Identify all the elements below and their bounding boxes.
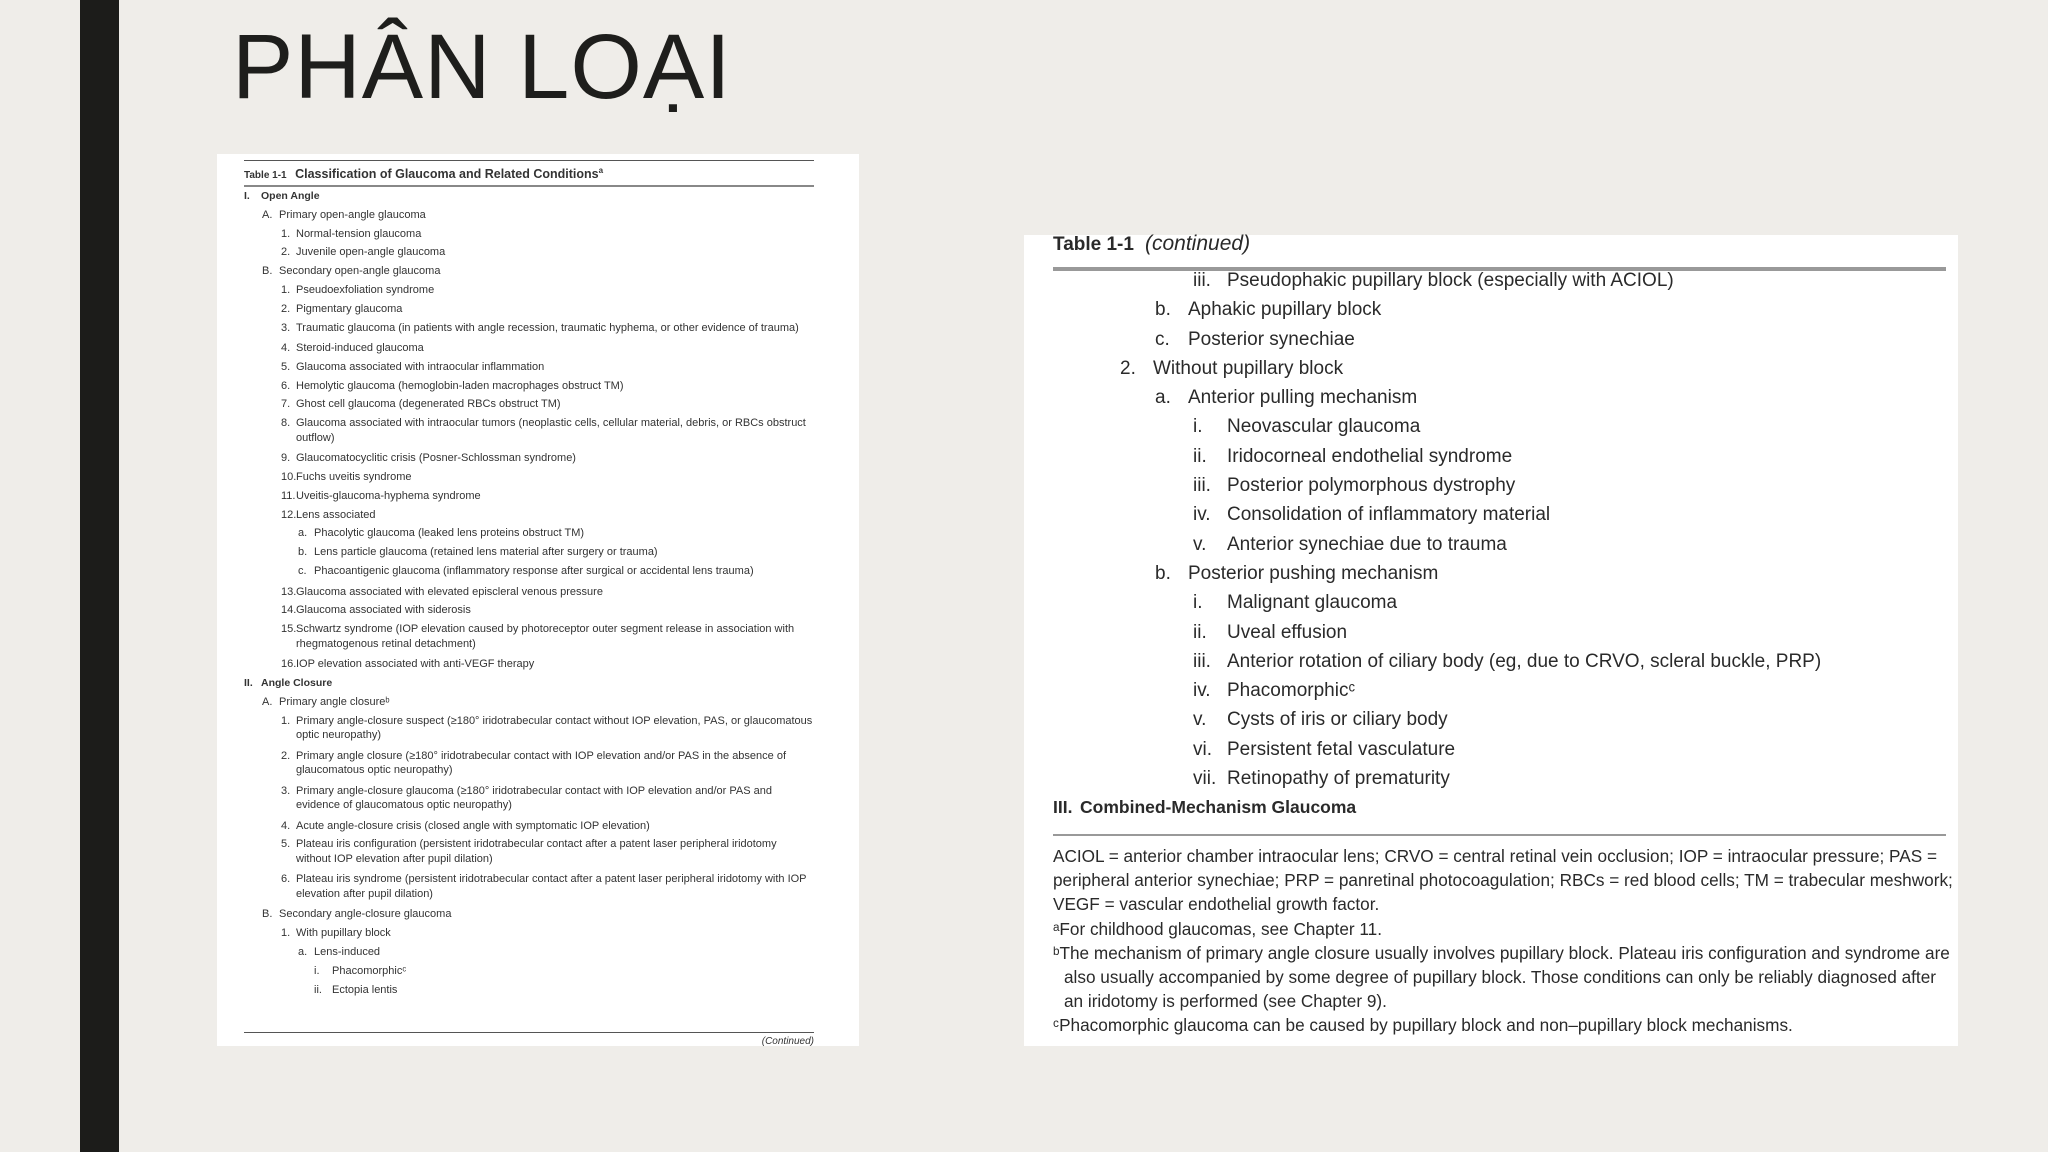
row-marker: 12.	[281, 508, 297, 521]
row-text: Acute angle-closure crisis (closed angle with symptomatic IOP elevation)	[296, 819, 650, 832]
row-text: Posterior pushing mechanism	[1188, 562, 1439, 584]
table-left-number: Table 1-1	[244, 170, 287, 182]
table-right-continued-label: (continued)	[1145, 232, 1251, 255]
row-marker: a.	[1155, 387, 1171, 409]
row-text: Glaucoma associated with intraocular inflammation	[296, 360, 545, 373]
row-text: Posterior synechiae	[1188, 328, 1355, 350]
row-marker: 3.	[281, 784, 291, 797]
table-row	[244, 543, 814, 562]
table-row	[1053, 676, 1946, 705]
row-text: Consolidation of inflammatory material	[1227, 504, 1551, 526]
row-text: Anterior rotation of ciliary body (eg, due to CRVO, scleral buckle, PRP)	[1227, 650, 1822, 672]
row-text: Uveitis-glaucoma-hyphema syndrome	[296, 489, 481, 502]
table-row	[244, 524, 814, 543]
row-text: Phacomorphicᶜ	[332, 964, 407, 977]
row-text: Glaucoma associated with intraocular tumors (neoplastic cells, cellular material, debris, or RBCs obstruct outflow)	[296, 417, 806, 444]
row-marker: 13.	[281, 585, 297, 598]
row-text: Phacolytic glaucoma (leaked lens proteins obstruct TM)	[314, 527, 585, 540]
table-row	[1053, 295, 1946, 324]
row-text: Primary angle-closure suspect (≥180° iridotrabecular contact without IOP elevation, PAS, or glaucomatous optic neuropathy)	[296, 714, 813, 742]
row-marker: 5.	[281, 360, 291, 373]
row-text: Plateau iris syndrome (persistent iridotrabecular contact after a patent laser peripheral iridotomy with IOP elevation after pupil dilation)	[296, 873, 807, 900]
row-text: Secondary angle-closure glaucoma	[279, 908, 452, 921]
table-left-bottom-rule	[244, 1032, 814, 1033]
table-row	[244, 905, 814, 924]
row-marker: iii.	[1193, 650, 1211, 672]
row-text: Aphakic pupillary block	[1188, 299, 1382, 321]
table-page-left	[217, 154, 859, 1046]
table-row	[244, 300, 814, 319]
row-text: Normal-tension glaucoma	[296, 227, 422, 240]
row-text: Glaucoma associated with siderosis	[296, 604, 471, 617]
footnote: ACIOL = anterior chamber intraocular lens; CRVO = central retinal vein occlusion; IOP = intraocular pressure; PAS = peripheral anterior synechiae; PRP = panretinal photocoagulation; RBCs = red blood cells; TM = trabecular meshwork; VEGF = vascular endothelial growth factor.	[1053, 846, 1953, 915]
row-text: Pseudophakic pupillary block (especially with ACIOL)	[1227, 270, 1674, 291]
row-marker: II.	[244, 676, 253, 689]
row-marker: c.	[1155, 328, 1170, 350]
row-text: Hemolytic glaucoma (hemoglobin-laden macrophages obstruct TM)	[296, 379, 624, 392]
row-text: Primary angle closureᵇ	[279, 695, 390, 708]
row-text: Anterior pulling mechanism	[1188, 387, 1418, 409]
table-row	[1053, 266, 1946, 295]
row-text: Glaucoma associated with elevated episcleral venous pressure	[296, 585, 603, 598]
table-row	[244, 281, 814, 300]
table-row	[244, 747, 814, 782]
footnote: ᵇThe mechanism of primary angle closure usually involves pupillary block. Plateau iris configuration and syndrome are also usually accompanied by some degree of pupillary block. Those conditions can only be reliably diagnosed after an iridotomy is performed (see Chapter 9).	[1053, 942, 1950, 1012]
row-text: Without pupillary block	[1153, 357, 1344, 379]
table-row	[244, 655, 814, 674]
row-marker: ii.	[314, 983, 322, 996]
table-row	[1053, 442, 1946, 471]
row-text: Angle Closure	[261, 676, 333, 689]
row-marker: 11.	[281, 489, 296, 502]
row-marker: 1.	[281, 714, 291, 727]
row-marker: 4.	[281, 342, 291, 355]
row-marker: v.	[1193, 709, 1207, 731]
row-marker: 2.	[281, 246, 291, 259]
row-marker: 5.	[281, 838, 291, 851]
table-row	[244, 870, 814, 905]
row-text: Lens-induced	[314, 945, 381, 958]
row-text: Ghost cell glaucoma (degenerated RBCs obstruct TM)	[296, 398, 561, 411]
table-row	[244, 449, 814, 468]
row-marker: iii.	[1193, 270, 1211, 291]
row-marker: 7.	[281, 398, 291, 411]
table-left-rows	[244, 187, 814, 999]
table-row	[244, 377, 814, 396]
table-row	[244, 487, 814, 506]
row-marker: A.	[262, 208, 273, 221]
footnote: ᶜPhacomorphic glaucoma can be caused by pupillary block and non–pupillary block mechanisms.	[1053, 1015, 1793, 1036]
table-left-continued: (Continued)	[761, 1036, 814, 1047]
row-marker: 1.	[281, 927, 291, 940]
row-marker: 9.	[281, 452, 291, 465]
row-marker: I.	[244, 190, 250, 202]
row-marker: b.	[1155, 562, 1171, 584]
table-row	[244, 693, 814, 712]
row-text: Pigmentary glaucoma	[296, 302, 403, 315]
table-row	[1053, 530, 1946, 559]
row-text: Persistent fetal vasculature	[1227, 738, 1456, 760]
row-text: Open Angle	[261, 190, 320, 202]
table-row	[244, 712, 814, 747]
row-marker: a.	[298, 945, 308, 958]
table-row	[1053, 559, 1946, 588]
row-marker: iii.	[1193, 475, 1211, 497]
table-row	[244, 981, 814, 1000]
table-page-right	[1024, 232, 1958, 1046]
table-left-header	[244, 160, 814, 187]
row-marker: A.	[262, 695, 273, 708]
slide-accent-bar	[80, 0, 119, 1152]
row-marker: 15.	[281, 623, 297, 636]
row-text: Retinopathy of prematurity	[1227, 768, 1450, 790]
row-text: Plateau iris configuration (persistent iridotrabecular contact after a patent laser peripheral iridotomy without IOP elevation after pupil dilation)	[296, 838, 777, 865]
row-text: Pseudoexfoliation syndrome	[296, 283, 435, 296]
row-marker: 2.	[281, 302, 291, 315]
row-marker: i.	[1193, 592, 1203, 614]
row-marker: 4.	[281, 819, 291, 832]
table-row	[1053, 383, 1946, 412]
row-marker: ii.	[1193, 445, 1207, 467]
row-marker: i.	[1193, 416, 1203, 438]
row-marker: 2.	[1120, 357, 1136, 379]
row-text: Steroid-induced glaucoma	[296, 342, 424, 355]
row-text: Ectopia lentis	[332, 983, 398, 996]
row-text: Primary angle-closure glaucoma (≥180° iridotrabecular contact with IOP elevation and/or PAS and evidence of glaucomatous optic neuropathy)	[296, 784, 772, 812]
row-marker: b.	[1155, 299, 1171, 321]
table-row	[1053, 705, 1946, 734]
row-text: Primary open-angle glaucoma	[279, 208, 426, 221]
table-row	[244, 782, 814, 817]
table-right-footnotes	[1053, 844, 1958, 1038]
row-text: Glaucomatocyclitic crisis (Posner-Schlossman syndrome)	[296, 452, 576, 465]
table-row	[1053, 325, 1946, 354]
table-row	[244, 395, 814, 414]
row-marker: a.	[298, 527, 308, 540]
footnote: ᵃFor childhood glaucomas, see Chapter 11.	[1053, 918, 1383, 939]
table-row	[244, 943, 814, 962]
table-row	[244, 601, 814, 620]
table-row	[1053, 735, 1946, 764]
table-row	[1053, 764, 1946, 793]
table-row	[244, 924, 814, 943]
table-right-rule	[1053, 834, 1946, 836]
row-text: Malignant glaucoma	[1227, 592, 1398, 614]
row-text: Cysts of iris or ciliary body	[1227, 709, 1448, 731]
table-row	[244, 506, 814, 525]
row-text: Traumatic glaucoma (in patients with angle recession, traumatic hyphema, or other evidence of trauma)	[296, 321, 799, 334]
row-text: Neovascular glaucoma	[1227, 416, 1421, 438]
table-row	[1053, 618, 1946, 647]
table-row	[244, 562, 814, 583]
row-marker: ii.	[1193, 621, 1207, 643]
row-marker: vii.	[1193, 768, 1217, 790]
row-marker: 10.	[281, 471, 297, 484]
row-marker: 3.	[281, 321, 291, 334]
table-row	[244, 243, 814, 262]
row-marker: 1.	[281, 227, 291, 240]
table-right-rows	[1053, 266, 1946, 823]
row-marker: v.	[1193, 533, 1207, 555]
table-row	[244, 358, 814, 377]
row-marker: 2.	[281, 749, 291, 762]
row-text: Lens particle glaucoma (retained lens material after surgery or trauma)	[314, 546, 658, 559]
row-marker: 8.	[281, 417, 291, 430]
table-row	[1053, 500, 1946, 529]
table-row	[244, 583, 814, 602]
table-row	[244, 835, 814, 870]
row-text: Phacoantigenic glaucoma (inflammatory response after surgical or accidental lens trauma)	[314, 565, 754, 578]
row-text: Schwartz syndrome (IOP elevation caused by photoreceptor outer segment release in association with rhegmatogenous retinal detachment)	[296, 623, 795, 650]
row-text: With pupillary block	[296, 927, 391, 940]
row-marker: 6.	[281, 873, 291, 886]
table-row	[1053, 354, 1946, 383]
row-marker: 1.	[281, 283, 291, 296]
row-text: Phacomorphicᶜ	[1227, 680, 1356, 702]
row-marker: iv.	[1193, 504, 1211, 526]
table-row	[244, 817, 814, 836]
row-text: Secondary open-angle glaucoma	[279, 265, 441, 278]
row-text: Lens associated	[296, 508, 376, 521]
row-text: Posterior polymorphous dystrophy	[1227, 475, 1516, 497]
table-row	[244, 319, 814, 340]
row-marker: vi.	[1193, 738, 1212, 760]
table-row	[1053, 471, 1946, 500]
table-row	[1053, 588, 1946, 617]
row-marker: 16.	[281, 658, 297, 671]
table-row	[244, 339, 814, 358]
row-marker: 6.	[281, 379, 291, 392]
table-row	[244, 262, 814, 281]
row-text: Juvenile open-angle glaucoma	[296, 246, 446, 259]
table-row	[244, 414, 814, 449]
row-text: Fuchs uveitis syndrome	[296, 471, 412, 484]
row-marker: iv.	[1193, 680, 1211, 702]
row-text: IOP elevation associated with anti-VEGF therapy	[296, 658, 535, 671]
row-marker: B.	[262, 265, 273, 278]
table-left-content	[244, 160, 814, 1047]
row-text: Combined-Mechanism Glaucoma	[1080, 797, 1357, 818]
table-row	[1053, 647, 1946, 676]
table-row	[1053, 412, 1946, 441]
row-marker: i.	[314, 964, 320, 977]
table-row	[244, 674, 814, 693]
row-marker: 14.	[281, 604, 297, 617]
table-row	[244, 206, 814, 225]
table-right-number: Table 1-1	[1053, 234, 1134, 255]
table-row	[1053, 793, 1946, 822]
table-left-title: Classification of Glaucoma and Related Conditions	[295, 167, 599, 182]
row-text: Uveal effusion	[1227, 621, 1348, 643]
table-left-title-sup: a	[598, 166, 604, 175]
row-marker: III.	[1053, 797, 1073, 818]
row-marker: b.	[298, 546, 308, 559]
table-row	[244, 225, 814, 244]
row-marker: B.	[262, 908, 273, 921]
row-text: Primary angle closure (≥180° iridotrabecular contact with IOP elevation and/or PAS in the absence of glaucomatous optic neuropathy)	[296, 749, 787, 777]
slide-title: PHÂN LOẠI	[232, 16, 732, 118]
row-text: Iridocorneal endothelial syndrome	[1227, 445, 1513, 467]
table-row	[244, 468, 814, 487]
row-marker: c.	[298, 565, 307, 578]
table-row	[244, 962, 814, 981]
table-row	[244, 620, 814, 655]
row-text: Anterior synechiae due to trauma	[1227, 533, 1507, 555]
table-row	[244, 187, 814, 206]
